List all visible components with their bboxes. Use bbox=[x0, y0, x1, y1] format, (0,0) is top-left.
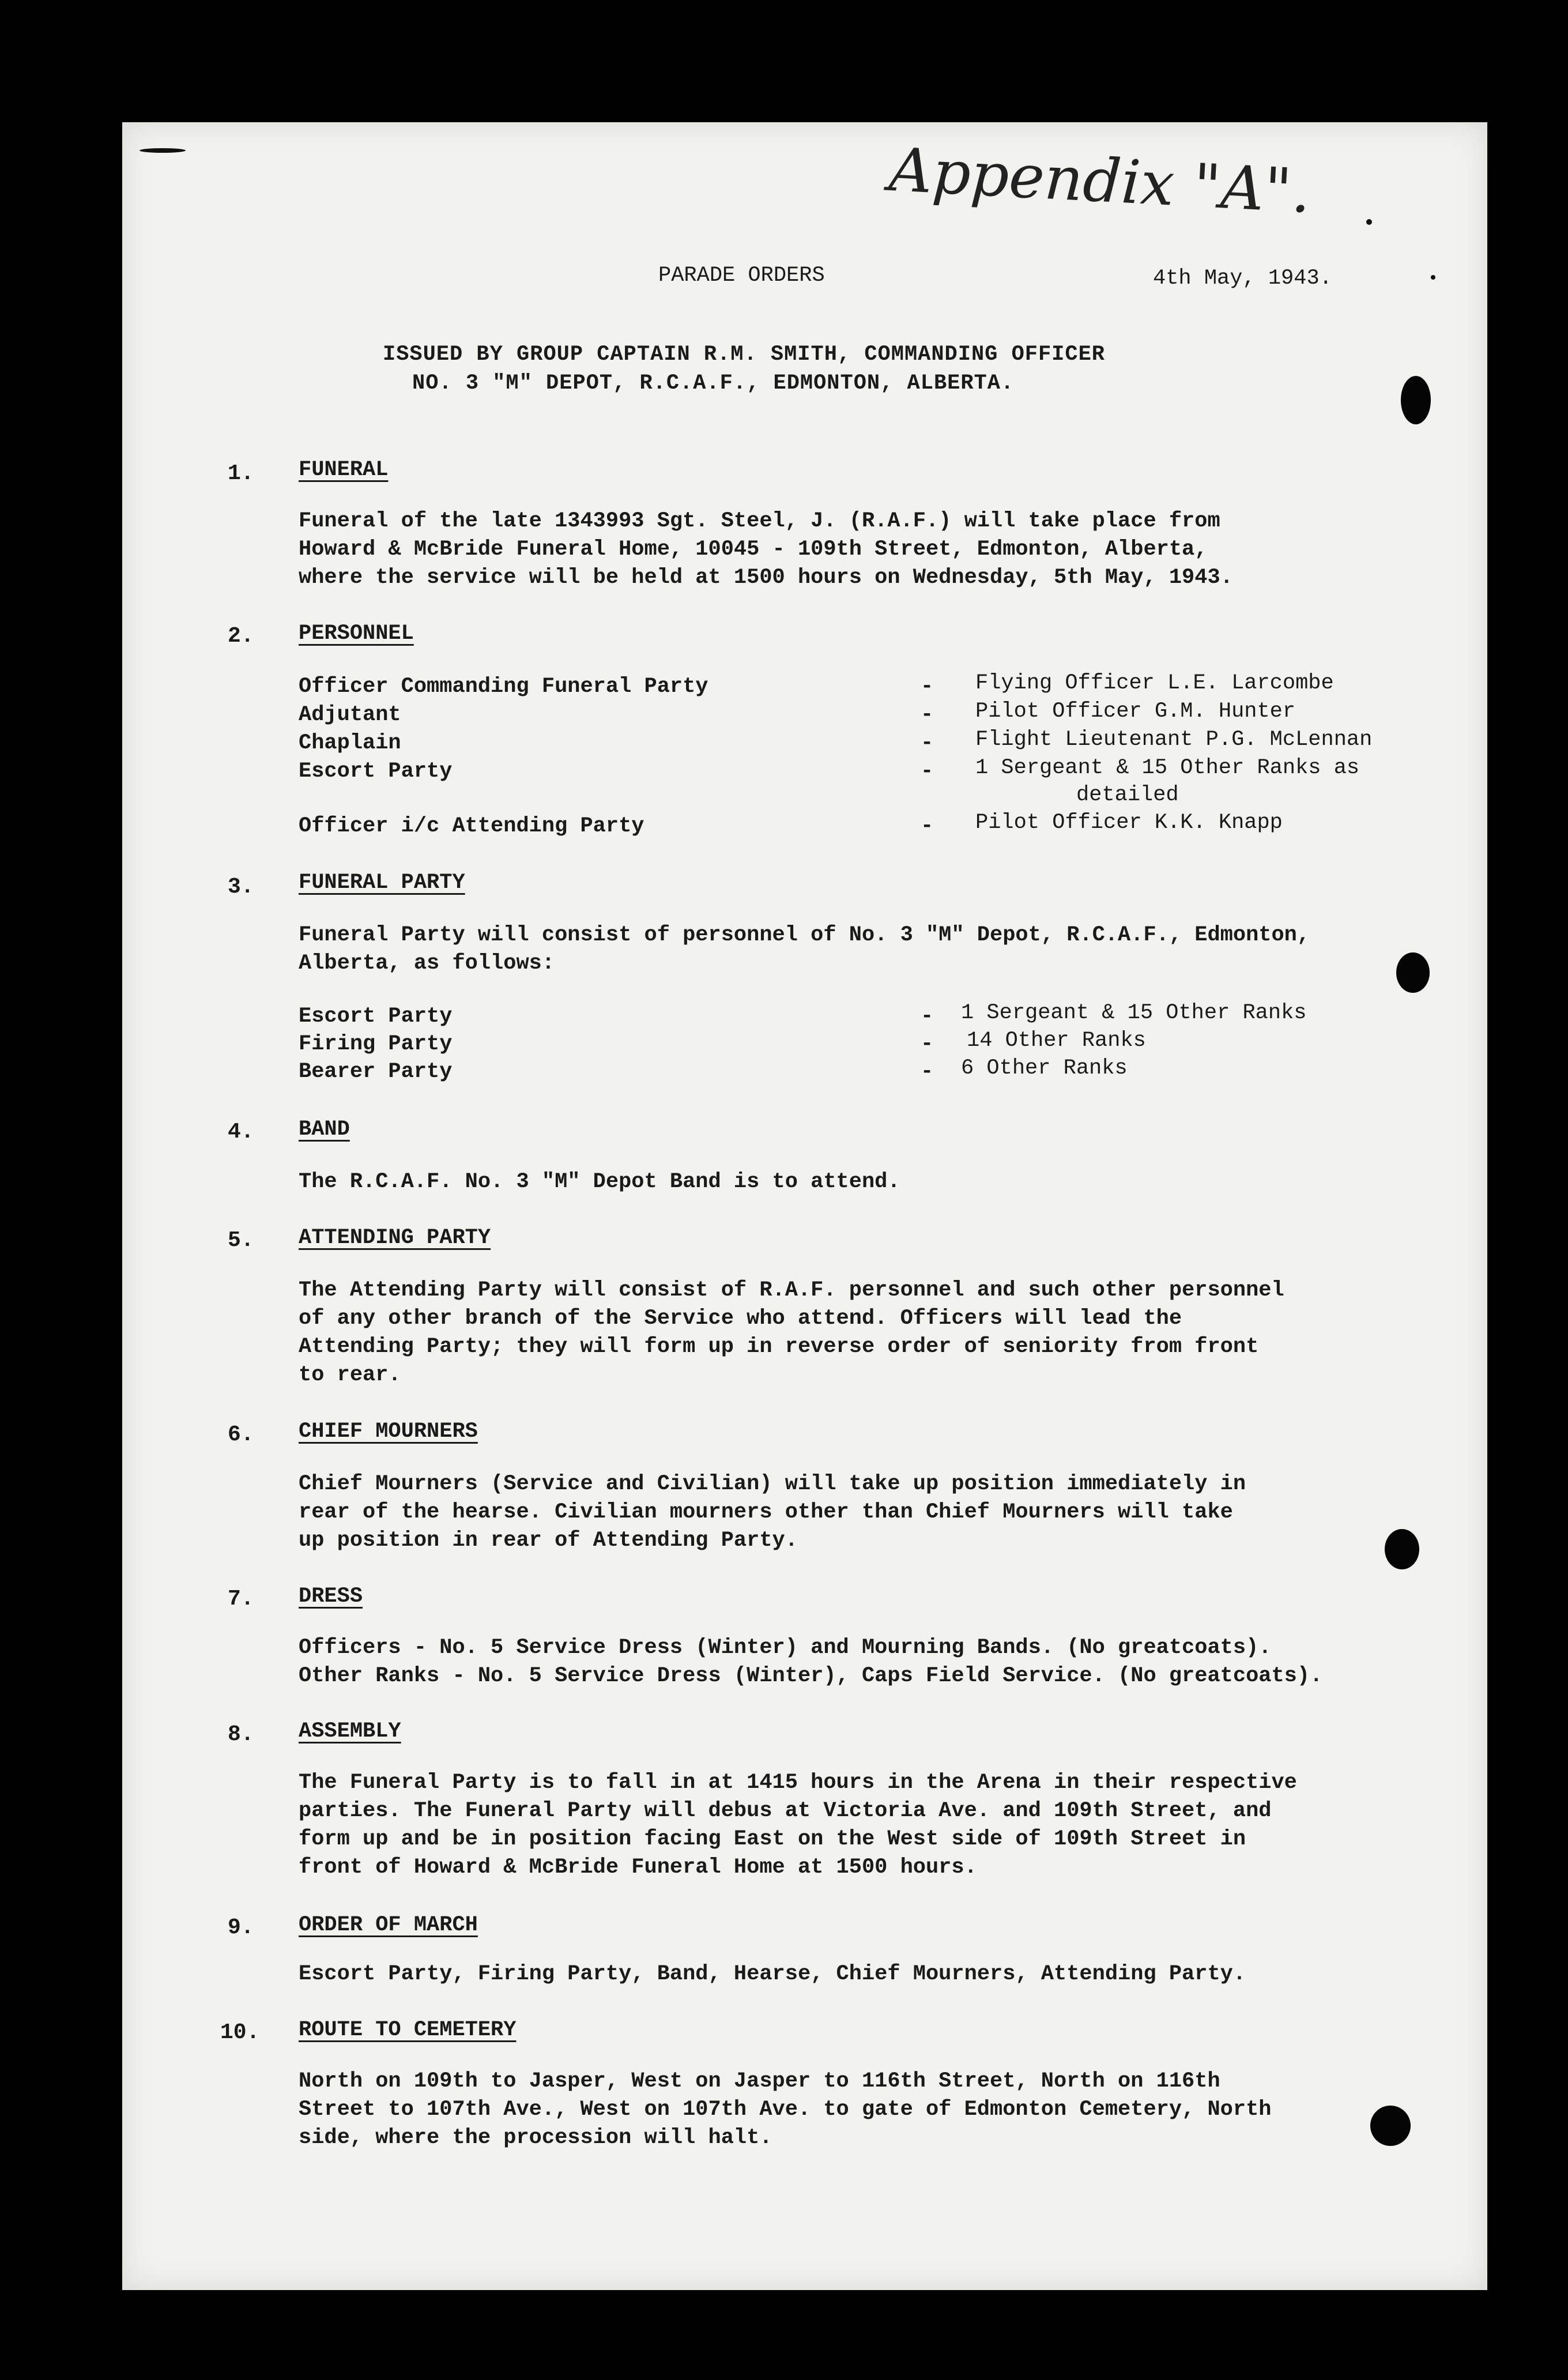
section-heading-route-to-cemetery: ROUTE TO CEMETERY bbox=[299, 2018, 517, 2042]
section-heading-funeral: FUNERAL bbox=[299, 458, 389, 482]
section-heading-dress: DRESS bbox=[299, 1584, 363, 1609]
row-dash: - bbox=[921, 1004, 934, 1029]
section-heading-attending-party: ATTENDING PARTY bbox=[299, 1226, 491, 1250]
document-date: 4th May, 1943. bbox=[1153, 266, 1332, 291]
party-name: Escort Party bbox=[299, 1004, 453, 1029]
personnel-role: Escort Party bbox=[299, 759, 453, 784]
document-title: PARADE ORDERS bbox=[658, 263, 825, 288]
row-dash: - bbox=[921, 731, 934, 755]
scan-speck bbox=[1366, 219, 1372, 225]
section-body-attending-party bbox=[299, 1276, 1284, 1389]
row-dash: - bbox=[921, 814, 934, 838]
personnel-name: Flight Lieutenant P.G. McLennan bbox=[975, 728, 1373, 752]
section-heading-band: BAND bbox=[299, 1117, 350, 1142]
body-line: The R.C.A.F. No. 3 "M" Depot Band is to attend. bbox=[299, 1170, 900, 1194]
section-heading-order-of-march: ORDER OF MARCH bbox=[299, 1913, 478, 1937]
section-number: 9. bbox=[228, 1915, 254, 1940]
section-body-route-to-cemetery bbox=[299, 2068, 1271, 2152]
body-line: to rear. bbox=[299, 1363, 401, 1387]
body-line: Funeral Party will consist of personnel of No. 3 "M" Depot, R.C.A.F., Edmonton, bbox=[299, 923, 1310, 947]
punch-hole bbox=[1396, 952, 1430, 993]
section-heading-assembly: ASSEMBLY bbox=[299, 1719, 401, 1743]
body-line: Attending Party; they will form up in reverse order of seniority from front bbox=[299, 1335, 1259, 1359]
body-line: rear of the hearse. Civilian mourners other than Chief Mourners will take bbox=[299, 1500, 1233, 1524]
body-line: side, where the procession will halt. bbox=[299, 2126, 772, 2150]
section-number: 3. bbox=[228, 875, 254, 899]
body-line: front of Howard & McBride Funeral Home at 1500 hours. bbox=[299, 1855, 977, 1880]
body-line: The Attending Party will consist of R.A.F. personnel and such other personnel bbox=[299, 1278, 1284, 1302]
row-dash: - bbox=[921, 1032, 934, 1056]
body-line: Chief Mourners (Service and Civilian) will take up position immediately in bbox=[299, 1472, 1246, 1496]
document-page bbox=[122, 122, 1487, 2290]
personnel-role: Chaplain bbox=[299, 731, 401, 755]
section-body-funeral bbox=[299, 507, 1233, 592]
scan-speck bbox=[1431, 275, 1435, 280]
section-number: 1. bbox=[228, 461, 254, 486]
party-strength: 6 Other Ranks bbox=[961, 1056, 1128, 1080]
section-body-funeral-party bbox=[299, 921, 1310, 978]
row-dash: - bbox=[921, 1060, 934, 1084]
body-line: Street to 107th Ave., West on 107th Ave. to gate of Edmonton Cemetery, North bbox=[299, 2097, 1272, 2122]
party-name: Firing Party bbox=[299, 1032, 453, 1056]
section-body-assembly bbox=[299, 1769, 1297, 1882]
body-line: Other Ranks - No. 5 Service Dress (Winter), Caps Field Service. (No greatcoats). bbox=[299, 1664, 1323, 1688]
section-number: 2. bbox=[228, 624, 254, 649]
section-body-order-of-march bbox=[299, 1960, 1246, 1989]
section-number: 7. bbox=[228, 1587, 254, 1611]
section-number: 10. bbox=[220, 2020, 260, 2045]
body-line: Funeral of the late 1343993 Sgt. Steel, J. (R.A.F.) will take place from bbox=[299, 509, 1220, 533]
personnel-name: Flying Officer L.E. Larcombe bbox=[975, 671, 1334, 695]
section-body-chief-mourners bbox=[299, 1470, 1246, 1555]
section-body-band bbox=[299, 1168, 900, 1196]
section-number: 5. bbox=[228, 1228, 254, 1253]
punch-hole bbox=[1401, 376, 1431, 424]
personnel-role: Officer Commanding Funeral Party bbox=[299, 675, 708, 699]
body-line: North on 109th to Jasper, West on Jasper to 116th Street, North on 116th bbox=[299, 2069, 1220, 2093]
body-line: The Funeral Party is to fall in at 1415 hours in the Arena in their respective bbox=[299, 1771, 1297, 1795]
body-line: where the service will be held at 1500 hours on Wednesday, 5th May, 1943. bbox=[299, 566, 1233, 590]
section-number: 8. bbox=[228, 1722, 254, 1747]
party-strength: 14 Other Ranks bbox=[967, 1029, 1146, 1053]
body-line: Alberta, as follows: bbox=[299, 951, 555, 976]
body-line: Escort Party, Firing Party, Band, Hearse, Chief Mourners, Attending Party. bbox=[299, 1962, 1246, 1986]
body-line: form up and be in position facing East on the West side of 109th Street in bbox=[299, 1827, 1246, 1851]
section-heading-funeral-party: FUNERAL PARTY bbox=[299, 871, 465, 895]
body-line: Officers - No. 5 Service Dress (Winter) and Mourning Bands. (No greatcoats). bbox=[299, 1636, 1272, 1660]
personnel-name: Pilot Officer G.M. Hunter bbox=[975, 699, 1296, 724]
section-heading-chief-mourners: CHIEF MOURNERS bbox=[299, 1419, 478, 1444]
section-number: 6. bbox=[228, 1422, 254, 1447]
personnel-role: Adjutant bbox=[299, 703, 401, 727]
body-line: of any other branch of the Service who attend. Officers will lead the bbox=[299, 1306, 1182, 1331]
scan-speck bbox=[140, 148, 186, 153]
party-strength: 1 Sergeant & 15 Other Ranks bbox=[961, 1001, 1307, 1025]
punch-hole bbox=[1370, 2106, 1411, 2146]
party-name: Bearer Party bbox=[299, 1060, 453, 1084]
personnel-name: Pilot Officer K.K. Knapp bbox=[975, 811, 1283, 835]
row-dash: - bbox=[921, 759, 934, 784]
issued-by-line-2: NO. 3 "M" DEPOT, R.C.A.F., EDMONTON, ALBERTA. bbox=[412, 371, 1015, 396]
personnel-name: 1 Sergeant & 15 Other Ranks as bbox=[975, 756, 1360, 780]
body-line: up position in rear of Attending Party. bbox=[299, 1528, 798, 1553]
section-heading-personnel: PERSONNEL bbox=[299, 622, 414, 646]
row-dash: - bbox=[921, 675, 934, 699]
punch-hole bbox=[1385, 1529, 1419, 1569]
body-line: parties. The Funeral Party will debus at Victoria Ave. and 109th Street, and bbox=[299, 1799, 1272, 1823]
issued-by-line-1: ISSUED BY GROUP CAPTAIN R.M. SMITH, COMMANDING OFFICER bbox=[383, 342, 1105, 367]
row-dash: - bbox=[921, 703, 934, 727]
handwritten-appendix-note: Appendix "A". bbox=[887, 134, 1313, 227]
section-body-dress bbox=[299, 1634, 1322, 1690]
section-number: 4. bbox=[228, 1120, 254, 1144]
personnel-role: Officer i/c Attending Party bbox=[299, 814, 644, 838]
body-line: Howard & McBride Funeral Home, 10045 - 109th Street, Edmonton, Alberta, bbox=[299, 537, 1208, 562]
personnel-name-continued: detailed bbox=[1076, 783, 1179, 807]
